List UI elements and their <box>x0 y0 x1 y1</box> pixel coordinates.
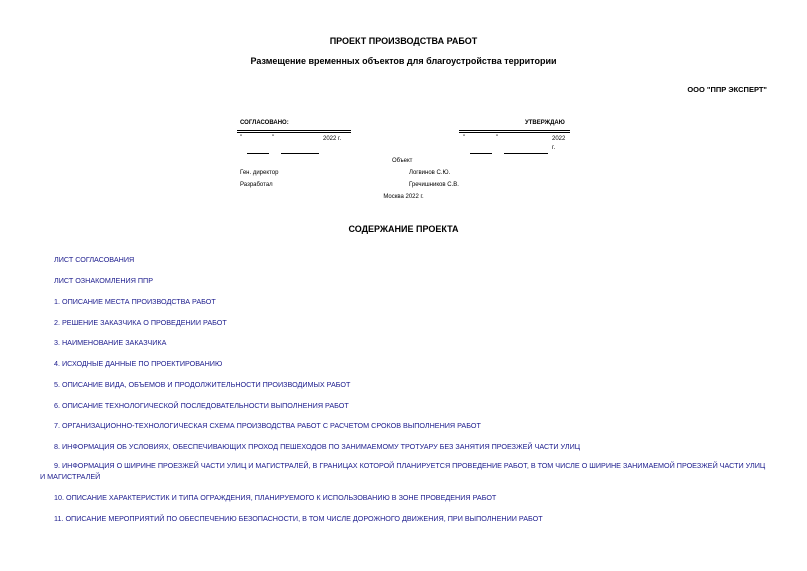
left-month-underline <box>281 153 319 154</box>
toc-item-3[interactable]: 3. НАИМЕНОВАНИЕ ЗАКАЗЧИКА <box>54 338 167 347</box>
document-title: ПРОЕКТ ПРОИЗВОДСТВА РАБОТ <box>329 36 478 46</box>
approval-left-rule-2 <box>237 132 351 133</box>
developer-label: Разработал <box>240 182 273 188</box>
approval-right-label: УТВЕРЖДАЮ <box>525 120 565 126</box>
toc-item-7[interactable]: 7. ОРГАНИЗАЦИОННО-ТЕХНОЛОГИЧЕСКАЯ СХЕМА ПРОИЗВОДСТВА РАБОТ С РАСЧЕТОМ СРОКОВ ВЫПОЛНЕНИЯ РАБОТ <box>54 421 481 430</box>
toc-item-6[interactable]: 6. ОПИСАНИЕ ТЕХНОЛОГИЧЕСКОЙ ПОСЛЕДОВАТЕЛЬНОСТИ ВЫПОЛНЕНИЯ РАБОТ <box>54 401 349 410</box>
developer-name: Гречишников С.В. <box>409 182 459 188</box>
toc-item-9[interactable]: 9. ИНФОРМАЦИЯ О ШИРИНЕ ПРОЕЗЖЕЙ ЧАСТИ УЛИЦ И МАГИСТРАЛЕЙ, В ГРАНИЦАХ КОТОРОЙ ПЛАНИРУЕТСЯ ПРОВЕДЕНИЕ РАБОТ, В ТОМ ЧИСЛЕ О ШИРИНЕ ЗАНИМАЕМОЙ ПРОЕЗЖЕЙ ЧАСТИ УЛИЦ И МАГИСТРАЛЕЙ <box>40 461 766 481</box>
right-year-g: г. <box>552 145 556 151</box>
right-quote-open: " <box>463 135 466 141</box>
right-day-underline <box>470 153 492 154</box>
toc-item-approval-sheet[interactable]: ЛИСТ СОГЛАСОВАНИЯ <box>54 255 135 264</box>
toc-item-familiarization-sheet[interactable]: ЛИСТ ОЗНАКОМЛЕНИЯ ППР <box>54 276 154 285</box>
approval-right-rule <box>459 130 570 131</box>
toc-item-11[interactable]: 11. ОПИСАНИЕ МЕРОПРИЯТИЙ ПО ОБЕСПЕЧЕНИЮ БЕЗОПАСНОСТИ, В ТОМ ЧИСЛЕ ДОРОЖНОГО ДВИЖЕНИЯ, ПРИ ВЫПОЛНЕНИИ РАБОТ <box>54 514 543 523</box>
director-name: Логвинов С.Ю. <box>409 170 451 176</box>
left-quote-open: " <box>240 135 243 141</box>
approval-left-label: СОГЛАСОВАНО: <box>240 120 289 126</box>
left-quote-close: " <box>272 135 275 141</box>
right-quote-close: " <box>496 135 499 141</box>
director-label: Ген. директор <box>240 170 279 176</box>
document-subtitle: Размещение временных объектов для благоустройства территории <box>250 56 557 66</box>
toc-item-1[interactable]: 1. ОПИСАНИЕ МЕСТА ПРОИЗВОДСТВА РАБОТ <box>54 297 216 306</box>
contents-heading: СОДЕРЖАНИЕ ПРОЕКТА <box>348 224 459 234</box>
toc-item-4[interactable]: 4. ИСХОДНЫЕ ДАННЫЕ ПО ПРОЕКТИРОВАНИЮ <box>54 359 223 368</box>
right-month-underline <box>504 153 548 154</box>
approval-right-rule-2 <box>459 132 570 133</box>
toc-item-8[interactable]: 8. ИНФОРМАЦИЯ ОБ УСЛОВИЯХ, ОБЕСПЕЧИВАЮЩИХ ПРОХОД ПЕШЕХОДОВ ПО ЗАНИМАЕМОМУ ТРОТУАРУ БЕЗ ЗАНЯТИЯ ПРОЕЗЖЕЙ ЧАСТИ УЛИЦ <box>54 442 581 451</box>
toc-item-2[interactable]: 2. РЕШЕНИЕ ЗАКАЗЧИКА О ПРОВЕДЕНИИ РАБОТ <box>54 318 227 327</box>
toc-item-10[interactable]: 10. ОПИСАНИЕ ХАРАКТЕРИСТИК И ТИПА ОГРАЖДЕНИЯ, ПЛАНИРУЕМОГО К ИСПОЛЬЗОВАНИЮ В ЗОНЕ ПРОВЕДЕНИЯ РАБОТ <box>54 493 497 502</box>
approval-left-rule <box>237 130 351 131</box>
left-year: 2022 г. <box>323 136 342 142</box>
toc-item-5[interactable]: 5. ОПИСАНИЕ ВИДА, ОБЪЕМОВ И ПРОДОЛЖИТЕЛЬНОСТИ ПРОИЗВОДИМЫХ РАБОТ <box>54 380 351 389</box>
city-year: Москва 2022 г. <box>383 194 424 200</box>
left-day-underline <box>247 153 269 154</box>
company-name: ООО "ППР ЭКСПЕРТ" <box>687 85 767 94</box>
object-label: Объект <box>392 158 413 164</box>
right-year: 2022 <box>552 136 566 142</box>
